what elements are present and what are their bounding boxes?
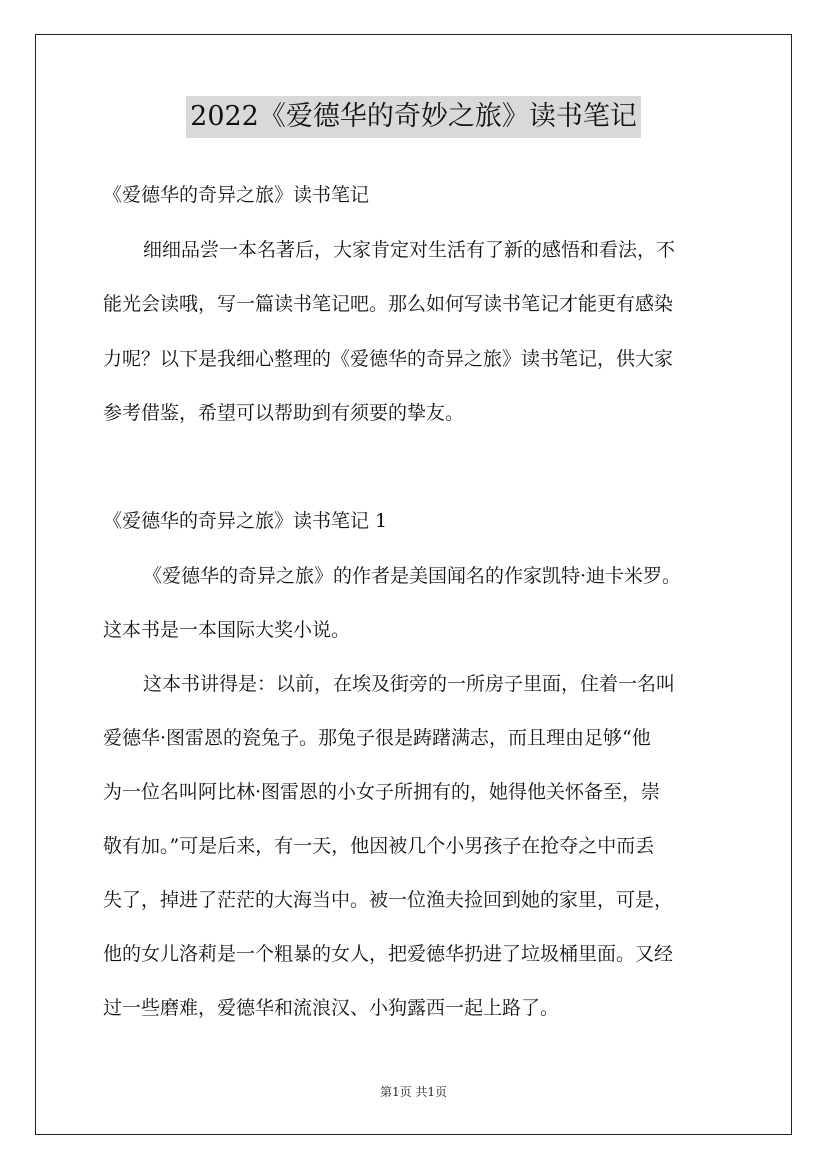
body-line: 敬有加。”可是后来，有一天，他因被几个小男孩子在抢夺之中而丢 bbox=[103, 835, 655, 857]
body-line: 这本书讲得是：以前，在埃及街旁的一所房子里面，住着一名叫 bbox=[143, 673, 676, 695]
intro-line: 力呢？以下是我细心整理的《爱德华的奇异之旅》读书笔记，供大家 bbox=[103, 348, 674, 370]
page-number-footer: 第1页 共1页 bbox=[379, 1085, 448, 1099]
intro-heading: 《爱德华的奇异之旅》读书笔记 bbox=[103, 184, 370, 206]
intro-line: 参考借鉴，希望可以帮助到有须要的挚友。 bbox=[103, 402, 465, 424]
intro-line: 细细品尝一本名著后，大家肯定对生活有了新的感悟和看法，不 bbox=[143, 239, 676, 261]
body-line: 这本书是一本国际大奖小说。 bbox=[103, 619, 351, 641]
body-line: 过一些磨难，爱德华和流浪汉、小狗露西一起上路了。 bbox=[103, 997, 560, 1019]
body-line: 为一位名叫阿比林·图雷恩的小女子所拥有的，她得他关怀备至，崇 bbox=[103, 781, 661, 803]
intro-line: 能光会读哦，写一篇读书笔记吧。那么如何写读书笔记才能更有感染 bbox=[103, 293, 674, 315]
document-title: 2022《爱德华的奇妙之旅》读书笔记 bbox=[186, 96, 641, 138]
body-line: 《爱德华的奇异之旅》的作者是美国闻名的作家凯特·迪卡米罗。 bbox=[143, 565, 682, 587]
body-line: 爱德华·图雷恩的瓷兔子。那兔子很是踌躇满志，而且理由足够“他 bbox=[103, 727, 651, 749]
section1-heading: 《爱德华的奇异之旅》读书笔记 1 bbox=[103, 510, 388, 532]
body-line: 他的女儿洛莉是一个粗暴的女人，把爱德华扔进了垃圾桶里面。又经 bbox=[103, 943, 674, 965]
title-container bbox=[0, 96, 827, 138]
body-line: 失了，掉进了茫茫的大海当中。被一位渔夫捡回到她的家里，可是， bbox=[103, 889, 674, 911]
